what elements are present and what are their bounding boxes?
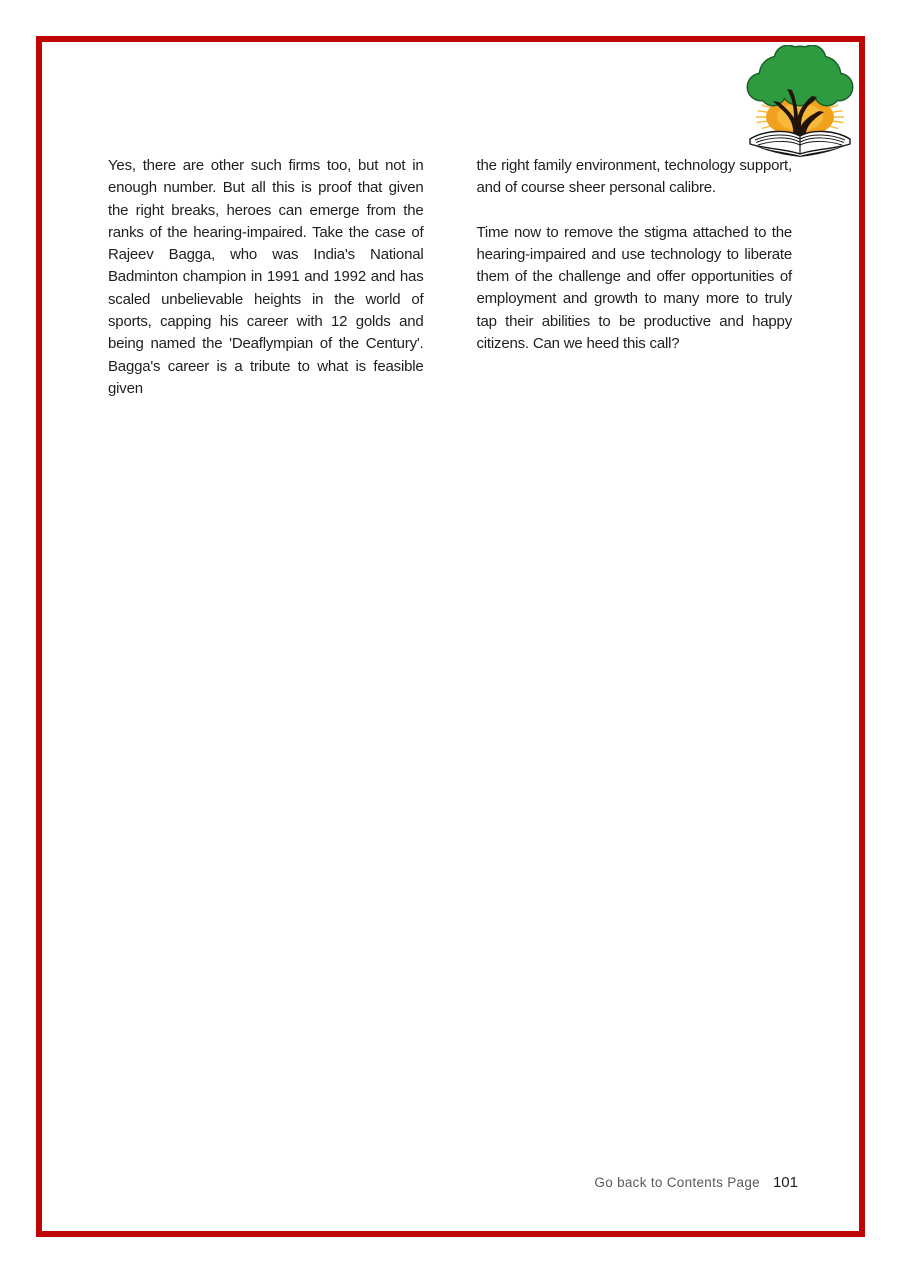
text-columns xyxy=(108,155,792,422)
tree-book-logo xyxy=(743,45,858,157)
tree-book-logo-icon xyxy=(743,45,858,157)
body-paragraph-right-2: Time now to remove the stigma attached to the hearing-impaired and use technology to liberate them of the challenge and offer opportunities of employment and growth to many more to truly tap their abilities to be productive and happy citizens. Can we heed this call? xyxy=(476,223,792,353)
left-column xyxy=(108,155,424,422)
page-footer xyxy=(594,1174,798,1191)
page-number: 101 xyxy=(772,1174,798,1191)
page-border-frame xyxy=(36,36,865,1237)
body-paragraph-right-1: the right family environment, technology support, and of course sheer personal calibre. xyxy=(476,157,792,197)
right-column xyxy=(477,155,793,422)
body-paragraph-left: Yes, there are other such firms too, but not in enough number. But all this is proof that given the right breaks, heroes can emerge from the ranks of the hearing-impaired. Take the case of Rajeev Bagga, who was India's National Badminton champion in 1991 and 1992 and has scaled unbelievable heights in the world of sports, capping his career with 12 golds and being named the 'Deaflympian of the Century'. Bagga's career is a tribute to what is feasible given xyxy=(108,157,424,397)
contents-page-link[interactable]: Go back to Contents Page xyxy=(594,1175,760,1190)
